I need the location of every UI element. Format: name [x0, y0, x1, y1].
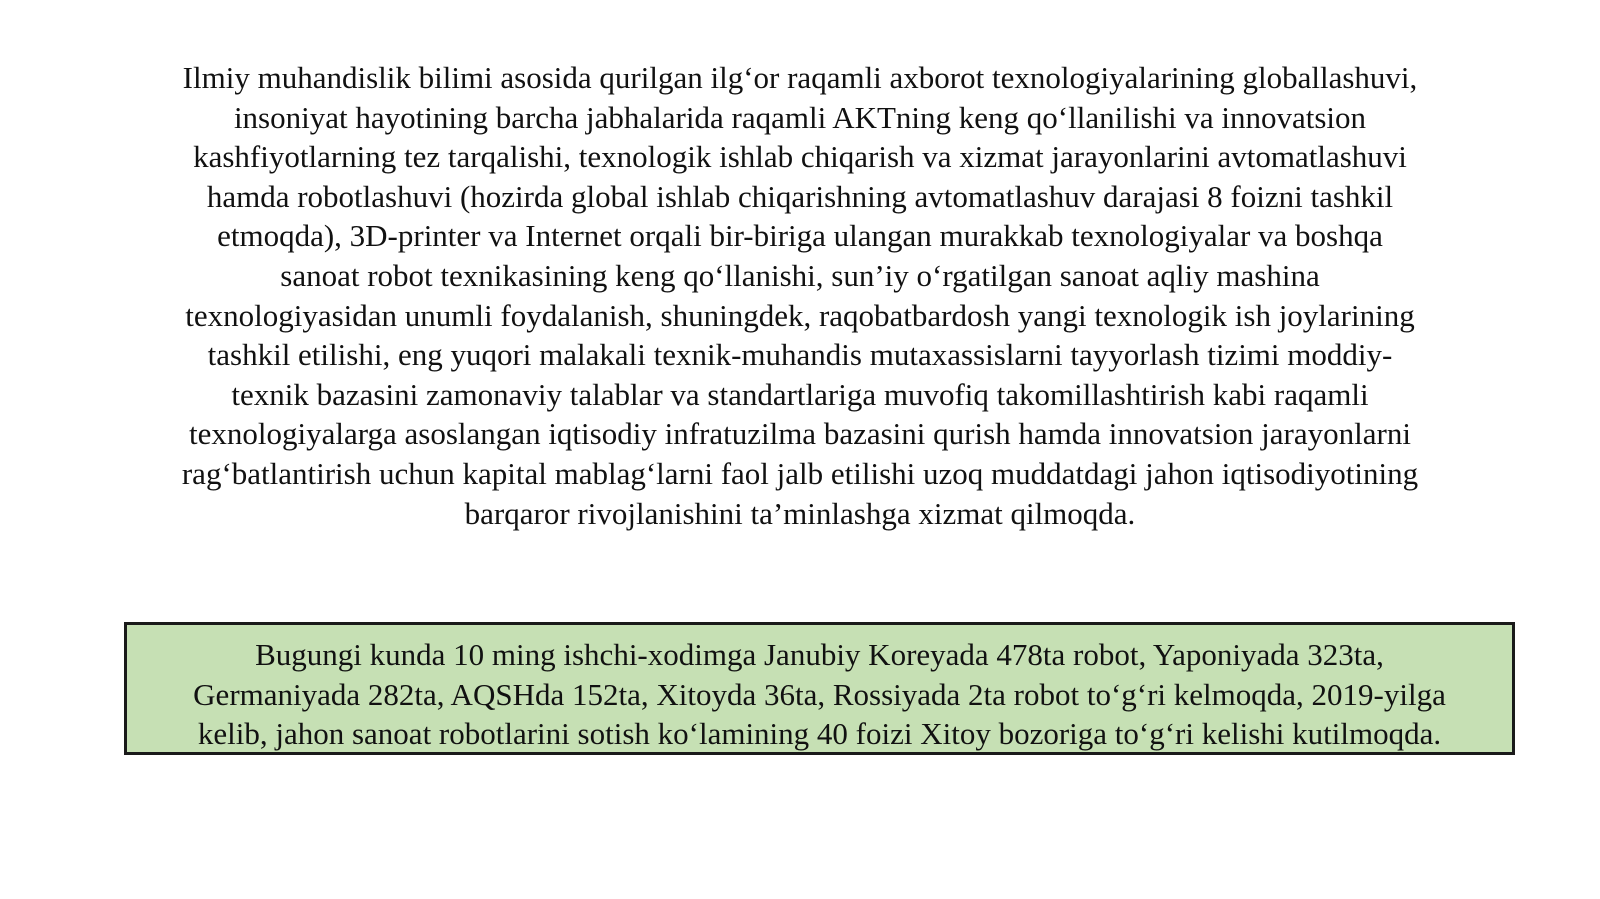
highlight-text: Bugungi kunda 10 ming ishchi-xodimga Janubiy Koreyada 478ta robot, Yaponiyada 323ta, Germaniyada 282ta, AQSHda 152ta, Xitoyda 36ta, Rossiyada 2ta robot to‘g‘ri kelmoqda, 2019-yilga kelib, jahon sanoat robotlarini sotish ko‘lamining 40 foizi Xitoy bozoriga to‘g‘ri kelishi kutilmoqda. [193, 637, 1446, 752]
highlight-box [124, 622, 1515, 755]
main-paragraph: Ilmiy muhandislik bilimi asosida qurilgan ilg‘or raqamli axborot texnologiyalarining globallashuvi, insoniyat hayotining barcha jabhalarida raqamli AKTning keng qo‘llanilishi va innovatsion kashfiyotlarning tez tarqalishi, texnologik ishlab chiqarish va xizmat jarayonlarini avtomatlashuvi hamda robotlashuvi (hozirda global ishlab chiqarishning avtomatlashuv darajasi 8 foizni tashkil etmoqda), 3D-printer va Internet orqali bir-biriga ulangan murakkab texnologiyalar va boshqa sanoat robot texnikasining keng qo‘llanishi, sun’iy o‘rgatilgan sanoat aqliy mashina texnologiyasidan unumli foydalanish, shuningdek, raqobatbardosh yangi texnologik ish joylarining tashkil etilishi, eng yuqori malakali texnik-muhandis mutaxassislarni tayyorlash tizimi moddiy- texnik bazasini zamonaviy talablar va standartlariga muvofiq takomillashtirish kabi raqamli texnologiyalarga asoslangan iqtisodiy infratuzilma bazasini qurish hamda innovatsion jarayonlarni rag‘batlantirish uchun kapital mablag‘larni faol jalb etilishi uzoq muddatdagi jahon iqtisodiyotining barqaror rivojlanishini ta’minlashga xizmat qilmoqda. [181, 60, 1419, 531]
